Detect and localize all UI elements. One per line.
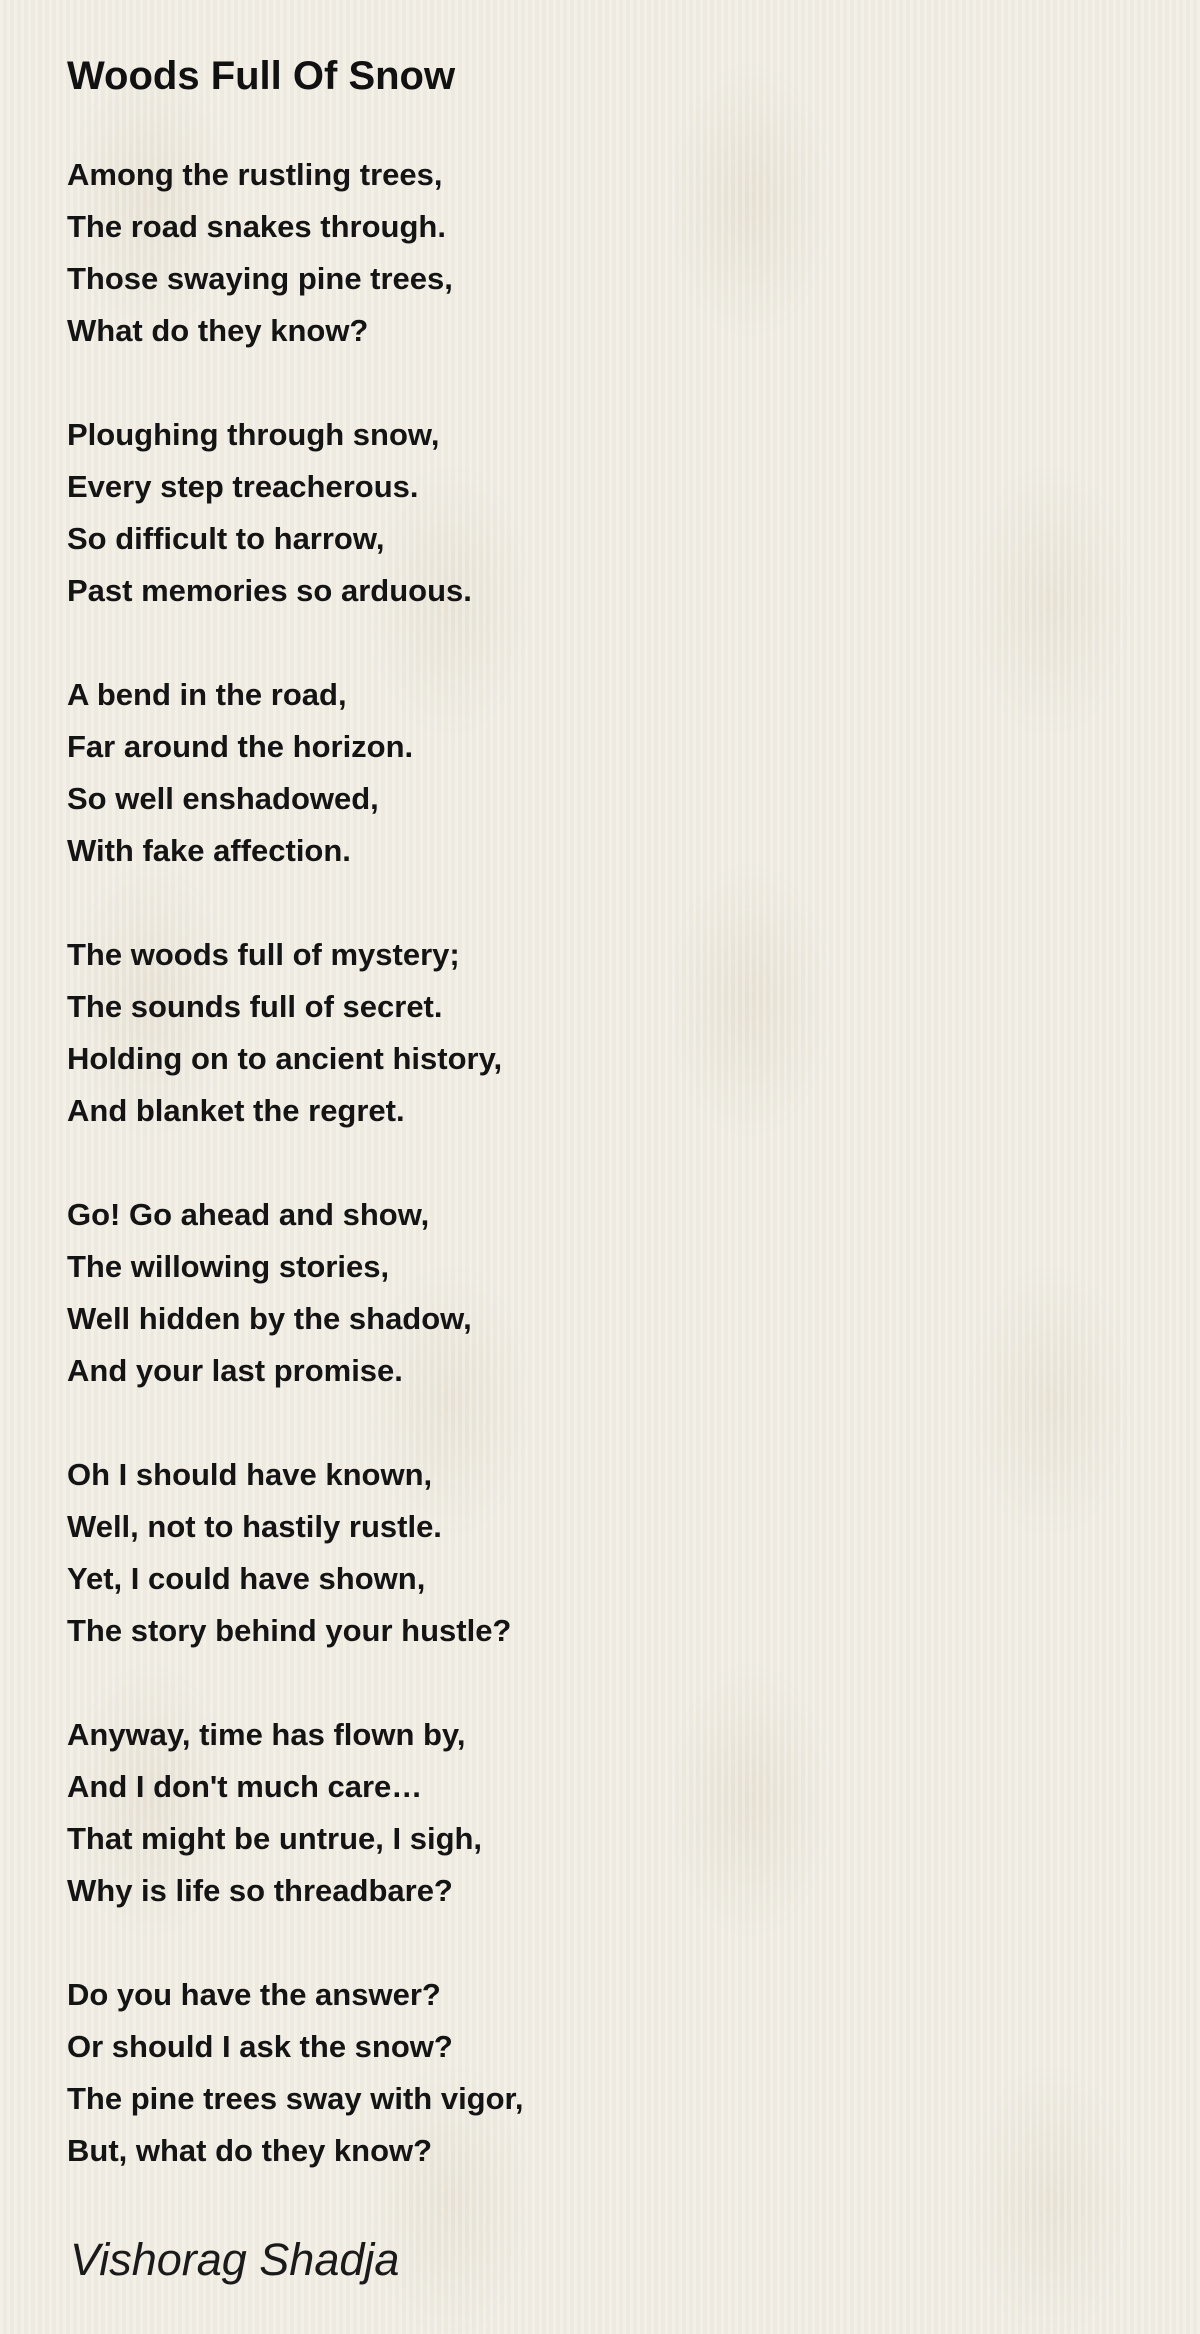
- poem-line: Oh I should have known,: [67, 1457, 433, 1492]
- poem-line: What do they know?: [67, 313, 369, 348]
- poem-line: Among the rustling trees,: [67, 157, 443, 192]
- poem-line: But, what do they know?: [67, 2133, 433, 2168]
- poem-line: Or should I ask the snow?: [67, 2029, 453, 2064]
- stanza-1: [67, 149, 1127, 357]
- poem-line: Well, not to hastily rustle.: [67, 1509, 442, 1544]
- stanza-4: [67, 929, 1127, 1137]
- stanza-3: [67, 669, 1127, 877]
- poem-line: Do you have the answer?: [67, 1977, 441, 2012]
- poem-body: [67, 149, 1127, 2229]
- stanza-5: [67, 1189, 1127, 1397]
- poem-line: And your last promise.: [67, 1353, 403, 1388]
- poem-line: Why is life so threadbare?: [67, 1873, 453, 1908]
- poem-line: The sounds full of secret.: [67, 989, 443, 1024]
- poem-line: The story behind your hustle?: [67, 1613, 512, 1648]
- poem-line: Far around the horizon.: [67, 729, 414, 764]
- poem-line: The road snakes through.: [67, 209, 446, 244]
- poem-line: Ploughing through snow,: [67, 417, 440, 452]
- stanza-8: [67, 1969, 1127, 2177]
- poem-line: Well hidden by the shadow,: [67, 1301, 472, 1336]
- poem-line: So difficult to harrow,: [67, 521, 385, 556]
- poem-line: And blanket the regret.: [67, 1093, 405, 1128]
- poem-line: A bend in the road,: [67, 677, 347, 712]
- poem-line: Past memories so arduous.: [67, 573, 472, 608]
- poem-line: With fake affection.: [67, 833, 351, 868]
- poem-line: The willowing stories,: [67, 1249, 390, 1284]
- poem-line: Anyway, time has flown by,: [67, 1717, 466, 1752]
- stanza-6: [67, 1449, 1127, 1657]
- stanza-2: [67, 409, 1127, 617]
- poem-line: The pine trees sway with vigor,: [67, 2081, 524, 2116]
- poem-author: Vishorag Shadja: [70, 2234, 400, 2285]
- poem-line: So well enshadowed,: [67, 781, 379, 816]
- poem-line: The woods full of mystery;: [67, 937, 460, 972]
- poem-line: Those swaying pine trees,: [67, 261, 453, 296]
- poem-line: And I don't much care…: [67, 1769, 423, 1804]
- poem-line: Yet, I could have shown,: [67, 1561, 426, 1596]
- poem-title: Woods Full Of Snow: [67, 54, 456, 98]
- poem-line: Go! Go ahead and show,: [67, 1197, 430, 1232]
- poem-line: That might be untrue, I sigh,: [67, 1821, 483, 1856]
- stanza-7: [67, 1709, 1127, 1917]
- poem-line: Every step treacherous.: [67, 469, 419, 504]
- poem-line: Holding on to ancient history,: [67, 1041, 503, 1076]
